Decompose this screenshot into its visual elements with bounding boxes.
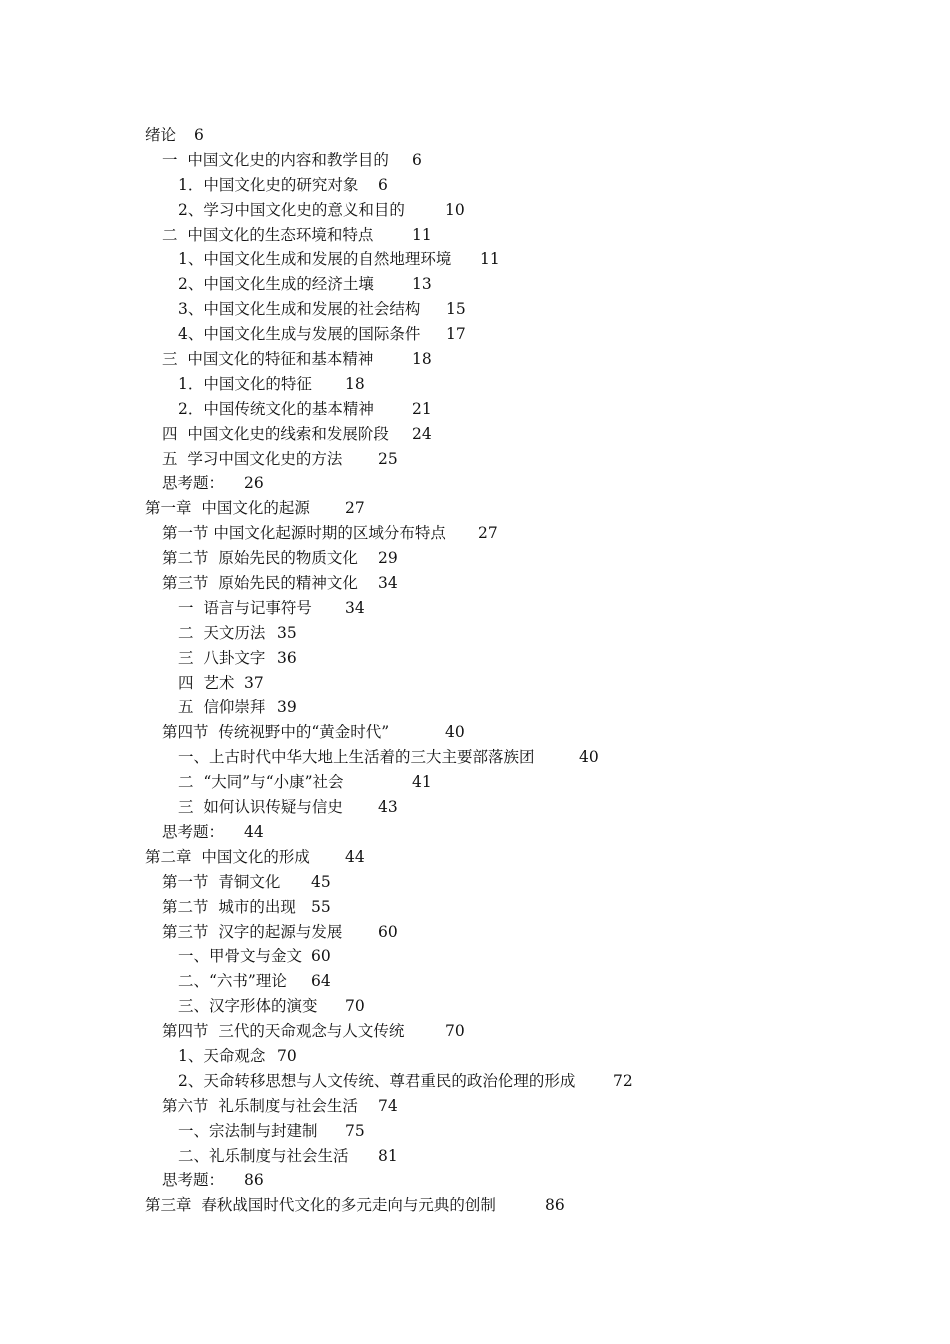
toc-entry-page: 11: [412, 225, 432, 244]
toc-entry-title: 3、中国文化生成和发展的社会结构: [178, 300, 421, 319]
toc-entry[interactable]: [0, 372, 950, 397]
toc-entry-page: 45: [311, 872, 331, 891]
toc-entry-title: 第三节 汉字的起源与发展: [162, 922, 343, 941]
toc-entry[interactable]: [0, 223, 950, 248]
toc-entry-title: 思考题：: [162, 1171, 225, 1190]
toc-entry-title: 第二章 中国文化的形成: [145, 847, 310, 866]
toc-entry[interactable]: [0, 994, 950, 1019]
toc-entry[interactable]: [0, 969, 950, 994]
toc-entry-page: 40: [445, 723, 465, 742]
toc-entry[interactable]: [0, 397, 950, 422]
toc-entry-page: 72: [613, 1071, 633, 1090]
toc-entry-page: 41: [412, 773, 432, 792]
toc-entry-title: 四 中国文化史的线索和发展阶段: [162, 424, 389, 443]
toc-entry-title: 第一节 中国文化起源时期的区域分布特点: [162, 524, 446, 543]
toc-entry-page: 21: [412, 399, 432, 418]
toc-entry[interactable]: [0, 845, 950, 870]
toc-entry-page: 17: [446, 325, 466, 344]
toc-entry-page: 86: [545, 1196, 565, 1215]
toc-entry-page: 44: [345, 847, 365, 866]
toc-entry-title: 1、天命观念: [178, 1046, 266, 1065]
toc-entry-title: 三 八卦文字: [178, 648, 266, 667]
toc-entry-page: 34: [378, 574, 398, 593]
toc-entry[interactable]: [0, 695, 950, 720]
toc-entry[interactable]: [0, 247, 950, 272]
toc-entry[interactable]: [0, 1019, 950, 1044]
toc-entry-page: 39: [277, 698, 297, 717]
toc-entry-page: 34: [345, 598, 365, 617]
toc-entry-title: 第四节 传统视野中的“黄金时代”: [162, 723, 390, 742]
toc-entry-page: 27: [478, 524, 498, 543]
toc-entry[interactable]: [0, 1193, 950, 1218]
toc-entry-page: 64: [311, 972, 331, 991]
toc-entry[interactable]: [0, 745, 950, 770]
toc-entry-title: 第一节 青铜文化: [162, 872, 281, 891]
toc-entry[interactable]: [0, 820, 950, 845]
toc-entry-page: 40: [579, 748, 599, 767]
toc-entry-page: 6: [194, 126, 204, 144]
toc-entry-page: 18: [345, 374, 365, 393]
toc-entry-page: 27: [345, 499, 365, 518]
toc-entry-page: 10: [445, 200, 465, 219]
toc-entry[interactable]: [0, 621, 950, 646]
toc-entry-page: 70: [277, 1046, 297, 1065]
toc-entry-page: 55: [311, 897, 331, 916]
toc-entry[interactable]: [0, 1144, 950, 1169]
toc-entry[interactable]: [0, 571, 950, 596]
toc-entry-title: 二、“六书”理论: [178, 972, 287, 991]
toc-entry-title: 二 “大同”与“小康”社会: [178, 773, 344, 792]
toc-entry-title: 第二节 原始先民的物质文化: [162, 549, 358, 568]
toc-entry-page: 43: [378, 798, 398, 817]
toc-entry-page: 13: [412, 275, 432, 294]
toc-entry[interactable]: [0, 546, 950, 571]
toc-entry-title: 第六节 礼乐制度与社会生活: [162, 1096, 358, 1115]
toc-entry[interactable]: [0, 1119, 950, 1144]
toc-entry-title: 四 艺术: [178, 673, 235, 692]
toc-entry[interactable]: [0, 895, 950, 920]
toc-entry[interactable]: [0, 123, 950, 148]
toc-entry[interactable]: [0, 1044, 950, 1069]
toc-entry-title: 五 信仰崇拜: [178, 698, 266, 717]
toc-entry-page: 60: [311, 947, 331, 966]
toc-entry-page: 25: [378, 449, 398, 468]
toc-entry[interactable]: [0, 322, 950, 347]
toc-entry[interactable]: [0, 496, 950, 521]
toc-entry[interactable]: [0, 272, 950, 297]
toc-entry-page: 74: [378, 1096, 398, 1115]
toc-entry[interactable]: [0, 720, 950, 745]
toc-entry-title: 五 学习中国文化史的方法: [162, 449, 343, 468]
toc-entry-title: 二、礼乐制度与社会生活: [178, 1146, 349, 1165]
toc-entry-page: 26: [244, 474, 264, 493]
toc-entry[interactable]: [0, 297, 950, 322]
toc-entry-title: 第一章 中国文化的起源: [145, 499, 310, 518]
toc-entry-title: 三 中国文化的特征和基本精神: [162, 350, 374, 369]
toc-entry-page: 35: [277, 623, 297, 642]
toc-entry[interactable]: [0, 944, 950, 969]
toc-entry-title: 2、中国文化生成的经济土壤: [178, 275, 374, 294]
toc-entry[interactable]: [0, 870, 950, 895]
toc-entry-title: 绪论: [145, 126, 177, 144]
toc-entry-page: 6: [378, 175, 388, 194]
toc-entry[interactable]: [0, 422, 950, 447]
toc-entry-page: 70: [445, 1022, 465, 1041]
toc-entry[interactable]: [0, 471, 950, 496]
toc-entry-title: 思考题：: [162, 474, 225, 493]
toc-entry-title: 思考题：: [162, 822, 225, 841]
toc-entry-title: 一、宗法制与封建制: [178, 1121, 318, 1140]
toc-entry-title: 三 如何认识传疑与信史: [178, 798, 343, 817]
toc-entry[interactable]: [0, 770, 950, 795]
toc-entry[interactable]: [0, 447, 950, 472]
toc-entry-page: 6: [412, 150, 422, 169]
toc-entry-page: 44: [244, 822, 264, 841]
toc-entry-title: 2、天命转移思想与人文传统、尊君重民的政治伦理的形成: [178, 1071, 576, 1090]
toc-entry[interactable]: [0, 347, 950, 372]
toc-entry[interactable]: [0, 920, 950, 945]
toc-entry-page: 75: [345, 1121, 365, 1140]
toc-entry[interactable]: [0, 148, 950, 173]
toc-entry-title: 一 语言与记事符号: [178, 598, 312, 617]
toc-entry-title: 2、学习中国文化史的意义和目的: [178, 200, 405, 219]
toc-entry[interactable]: [0, 1069, 950, 1094]
toc-entry[interactable]: [0, 198, 950, 223]
toc-entry-title: 2．中国传统文化的基本精神: [178, 399, 374, 418]
toc-entry[interactable]: [0, 521, 950, 546]
toc-entry-title: 第三节 原始先民的精神文化: [162, 574, 358, 593]
toc-entry[interactable]: [0, 1094, 950, 1119]
toc-entry[interactable]: [0, 671, 950, 696]
toc-entry[interactable]: [0, 795, 950, 820]
toc-entry-page: 18: [412, 350, 432, 369]
toc-entry-page: 86: [244, 1171, 264, 1190]
toc-entry-title: 一 中国文化史的内容和教学目的: [162, 150, 389, 169]
toc-entry-page: 24: [412, 424, 432, 443]
toc-entry-page: 15: [446, 300, 466, 319]
toc-entry-page: 37: [244, 673, 264, 692]
toc-entry-title: 第四节 三代的天命观念与人文传统: [162, 1022, 405, 1041]
toc-entry-page: 11: [480, 250, 500, 269]
toc-entry-title: 1、中国文化生成和发展的自然地理环境: [178, 250, 452, 269]
toc-entry-page: 36: [277, 648, 297, 667]
toc-entry-title: 一、甲骨文与金文: [178, 947, 303, 966]
toc-entry-page: 81: [378, 1146, 398, 1165]
toc-entry[interactable]: [0, 173, 950, 198]
table-of-contents: [0, 123, 950, 1218]
toc-entry-title: 1．中国文化史的研究对象: [178, 175, 359, 194]
toc-entry-title: 1．中国文化的特征: [178, 374, 312, 393]
toc-entry[interactable]: [0, 596, 950, 621]
toc-entry-title: 二 天文历法: [178, 623, 266, 642]
toc-entry-page: 70: [345, 997, 365, 1016]
toc-entry-title: 第三章 春秋战国时代文化的多元走向与元典的创制: [145, 1196, 496, 1215]
toc-entry-title: 二 中国文化的生态环境和特点: [162, 225, 374, 244]
toc-entry-page: 29: [378, 549, 398, 568]
toc-entry-title: 三、汉字形体的演变: [178, 997, 318, 1016]
toc-entry[interactable]: [0, 646, 950, 671]
toc-entry[interactable]: [0, 1168, 950, 1193]
toc-entry-page: 60: [378, 922, 398, 941]
toc-entry-title: 一、上古时代中华大地上生活着的三大主要部落族团: [178, 748, 535, 767]
toc-entry-title: 第二节 城市的出现: [162, 897, 296, 916]
toc-entry-title: 4、中国文化生成与发展的国际条件: [178, 325, 421, 344]
